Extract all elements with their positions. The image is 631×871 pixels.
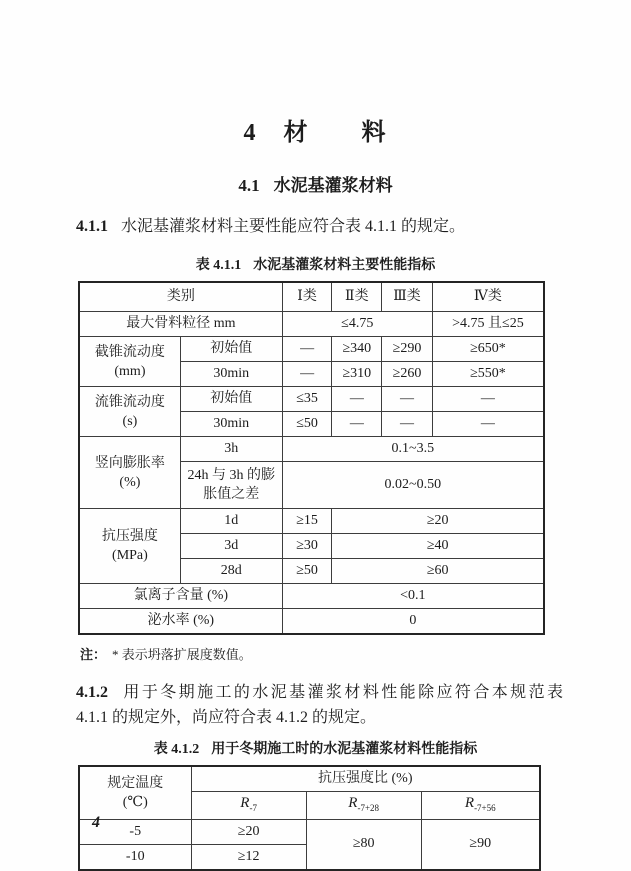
row-label-funnel-flow <box>79 387 180 437</box>
chapter-title: 材 料 <box>283 120 388 146</box>
section-heading <box>0 171 631 196</box>
clause-text: 用于冬期施工的水泥基灌浆材料性能除应符合本规范表 <box>121 684 563 701</box>
row-label-text: 流锥流动度 <box>94 394 165 410</box>
header-temperature-unit: (℃) <box>122 794 148 810</box>
sub-label: 3d <box>180 534 282 559</box>
row-label-cone-flow <box>79 337 180 387</box>
table-row <box>79 609 544 635</box>
header-r7-56 <box>421 792 540 820</box>
table-cell: 0.02~0.50 <box>282 462 544 509</box>
table-cell: — <box>332 387 382 412</box>
r-symbol: R <box>240 795 250 811</box>
row-label-chloride: 氯离子含量 (%) <box>79 584 282 609</box>
row-label-unit: (%) <box>119 474 141 490</box>
table-cell: ≥40 <box>332 534 544 559</box>
header-class-1: Ⅰ类 <box>282 282 332 312</box>
sub-label: 3h <box>180 437 282 462</box>
table-cell: — <box>382 412 433 437</box>
table-caption-text: 水泥基灌浆材料主要性能指标 <box>253 258 436 273</box>
page-number: 4 <box>92 814 100 831</box>
chapter-heading <box>0 0 631 147</box>
table-cell: ≤35 <box>282 387 332 412</box>
header-class-3: Ⅲ类 <box>382 282 433 312</box>
table-caption-label: 表 4.1.1 <box>195 258 242 273</box>
table-row <box>79 282 544 312</box>
table-cell: ≥15 <box>282 509 332 534</box>
table-cell: ≥290 <box>382 337 433 362</box>
table-row <box>79 819 540 844</box>
sub-label: 初始值 <box>180 337 282 362</box>
row-label-aggregate: 最大骨料粒径 mm <box>79 312 282 337</box>
table-4-1-1 <box>78 281 545 635</box>
table-cell: 0.1~3.5 <box>282 437 544 462</box>
row-label-unit: (s) <box>122 413 138 429</box>
table-caption-text: 用于冬期施工时的水泥基灌浆材料性能指标 <box>211 742 478 757</box>
table-row <box>79 766 540 792</box>
r-symbol: R <box>464 795 475 811</box>
header-class-4: Ⅳ类 <box>432 282 544 312</box>
table-cell: 0 <box>282 609 544 635</box>
clause-4-1-1 <box>76 214 563 239</box>
table-cell: ≤50 <box>282 412 332 437</box>
table-cell: ≥260 <box>382 362 433 387</box>
clause-number: 4.1.1 <box>76 218 108 235</box>
table-cell: -10 <box>79 844 191 870</box>
clause-line-1 <box>76 680 563 705</box>
r-symbol: R <box>348 795 358 811</box>
table-note <box>80 644 631 663</box>
table-row <box>79 337 544 362</box>
table-row <box>79 509 544 534</box>
table-cell: — <box>432 387 544 412</box>
table-row <box>79 584 544 609</box>
table-cell: ≥650* <box>432 337 544 362</box>
table-cell: — <box>332 412 382 437</box>
table-cell: ≥90 <box>421 819 540 870</box>
table-caption-label: 表 4.1.2 <box>153 742 200 757</box>
row-label-strength <box>79 509 180 584</box>
sub-label: 24h 与 3h 的膨胀值之差 <box>180 462 282 509</box>
chapter-number: 4 <box>243 120 258 146</box>
table-cell: — <box>282 337 332 362</box>
table-cell: ≥50 <box>282 559 332 584</box>
r-subscript: -7 <box>249 802 257 813</box>
header-temperature <box>79 766 191 819</box>
row-label-text: 竖向膨胀率 <box>94 455 165 471</box>
table-cell: ≥80 <box>306 819 421 870</box>
row-label-text: 截锥流动度 <box>94 344 165 360</box>
header-class-2: Ⅱ类 <box>332 282 382 312</box>
table-cell: <0.1 <box>282 584 544 609</box>
clause-line-2: 4.1.1 的规定外，尚应符合表 4.1.2 的规定。 <box>76 709 377 726</box>
table-cell: ≥20 <box>191 819 306 844</box>
table-cell: ≥30 <box>282 534 332 559</box>
table-row <box>79 312 544 337</box>
table-cell: ≤4.75 <box>282 312 432 337</box>
table-row <box>79 437 544 462</box>
table-cell: — <box>282 362 332 387</box>
row-label-bleeding: 泌水率 (%) <box>79 609 282 635</box>
note-label: 注： <box>80 647 107 662</box>
note-text: * 表示坍落扩展度数值。 <box>112 647 252 662</box>
row-label-text: 抗压强度 <box>101 529 158 544</box>
header-category: 类别 <box>79 282 282 312</box>
clause-text: 水泥基灌浆材料主要性能应符合表 4.1.1 的规定。 <box>121 218 466 235</box>
table-4-1-1-caption <box>0 254 631 274</box>
row-label-expansion <box>79 437 180 509</box>
header-r7 <box>191 792 306 820</box>
header-temperature-text: 规定温度 <box>107 775 164 791</box>
table-cell: ≥340 <box>332 337 382 362</box>
r-subscript: -7+56 <box>474 802 496 813</box>
table-cell: ≥310 <box>332 362 382 387</box>
table-cell: — <box>382 387 433 412</box>
table-row <box>79 387 544 412</box>
sub-label: 1d <box>180 509 282 534</box>
sub-label: 30min <box>180 362 282 387</box>
table-cell: ≥60 <box>332 559 544 584</box>
table-cell: >4.75 且≤25 <box>432 312 544 337</box>
clause-4-1-2 <box>76 680 563 730</box>
table-4-1-2-caption <box>0 738 631 758</box>
sub-label: 30min <box>180 412 282 437</box>
table-cell: — <box>432 412 544 437</box>
r-subscript: -7+28 <box>357 802 380 813</box>
section-title: 水泥基灌浆材料 <box>273 176 393 195</box>
table-cell: ≥550* <box>432 362 544 387</box>
row-label-unit: (mm) <box>114 363 146 379</box>
header-r7-28 <box>306 792 421 820</box>
header-strength-ratio: 抗压强度比 (%) <box>191 766 540 792</box>
table-cell: ≥12 <box>191 844 306 870</box>
row-label-unit: (MPa) <box>112 548 148 563</box>
table-cell: -5 <box>79 819 191 844</box>
sub-label: 初始值 <box>180 387 282 412</box>
sub-label: 28d <box>180 559 282 584</box>
table-4-1-2 <box>78 765 541 871</box>
table-cell: ≥20 <box>332 509 544 534</box>
clause-number: 4.1.2 <box>76 684 108 701</box>
section-number: 4.1 <box>238 176 260 195</box>
